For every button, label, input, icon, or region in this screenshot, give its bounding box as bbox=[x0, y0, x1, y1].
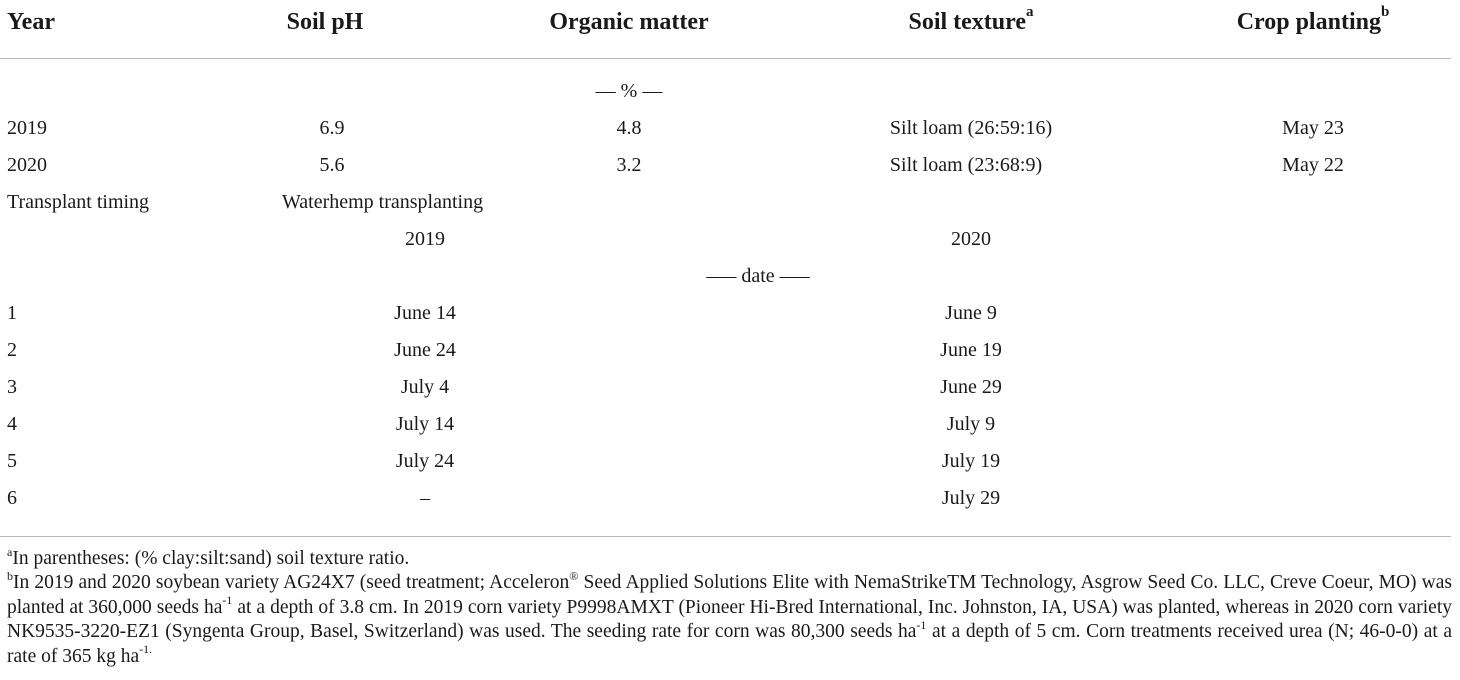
table-bottom-rule bbox=[0, 536, 1451, 537]
transplant-row-timing: 5 bbox=[7, 450, 17, 472]
transplant-row-2019: July 24 bbox=[395, 450, 455, 472]
header-soil-ph: Soil pH bbox=[286, 9, 364, 35]
transplant-row-timing: 6 bbox=[7, 487, 17, 509]
column-2019-label: 2019 bbox=[405, 228, 445, 250]
footnote-a-text: In parentheses: (% clay:silt:sand) soil texture ratio. bbox=[12, 548, 410, 569]
transplant-row-2020: July 19 bbox=[941, 450, 1001, 472]
soil-row-texture: Silt loam (23:68:9) bbox=[889, 154, 1043, 176]
header-rule bbox=[0, 58, 1451, 59]
date-unit-label: ––– date ––– bbox=[706, 265, 810, 287]
footnote-b-text-3: at a depth of 3.8 cm. In 2019 corn variety P9998AMXT (Pioneer Hi-Bred International, Inc. Johnston, IA, USA) was planted, whereas in 2020 corn variety NK9535-3220-EZ1 (Syngenta Group, Basel, Switzerland) was used. The seeding rate for corn was 80,300 seeds ha bbox=[7, 596, 1452, 642]
transplant-row-timing: 3 bbox=[7, 376, 17, 398]
footnote-a bbox=[7, 544, 1452, 572]
transplant-row-timing: 1 bbox=[7, 302, 17, 324]
header-crop-planting bbox=[1236, 4, 1390, 36]
registered-mark: ® bbox=[569, 568, 579, 583]
percent-unit-label: — % — bbox=[595, 80, 663, 102]
header-crop-planting-label: Crop planting bbox=[1236, 9, 1381, 35]
transplant-row-timing: 2 bbox=[7, 339, 17, 361]
footnote-mark-a: a bbox=[1026, 4, 1034, 20]
footnote-b-exponent-2: -1 bbox=[916, 617, 927, 632]
footnote-b-text-4: at a depth of 5 cm. Corn treatments received urea (N; 46-0-0) at a rate of 365 kg ha bbox=[7, 621, 1452, 667]
footnote-mark-b: b bbox=[1380, 4, 1390, 20]
soil-row-year: 2020 bbox=[7, 154, 47, 176]
transplant-row-2020: July 29 bbox=[941, 487, 1001, 509]
soil-row-planting: May 23 bbox=[1282, 117, 1344, 139]
transplant-row-2019: July 4 bbox=[400, 376, 450, 398]
transplant-row-2019: July 14 bbox=[395, 413, 455, 435]
soil-row-om: 4.8 bbox=[616, 117, 642, 139]
transplant-row-2020: June 29 bbox=[940, 376, 1002, 398]
transplant-row-2020: June 19 bbox=[940, 339, 1002, 361]
footnote-b-mark: b bbox=[7, 568, 13, 583]
header-year: Year bbox=[7, 9, 55, 35]
transplant-timing-label: Transplant timing bbox=[7, 191, 150, 213]
soil-row-texture: Silt loam (26:59:16) bbox=[889, 117, 1053, 139]
column-2020-label: 2020 bbox=[951, 228, 991, 250]
footnote-b-exponent-1: -1 bbox=[222, 593, 233, 607]
soil-row-year: 2019 bbox=[7, 117, 47, 139]
soil-row-ph: 5.6 bbox=[319, 154, 345, 176]
header-soil-texture-label: Soil texture bbox=[908, 9, 1027, 35]
transplant-row-2019: June 24 bbox=[394, 339, 456, 361]
footnote-b-exponent-3: -1. bbox=[139, 642, 153, 656]
footnote-b-text-1: In 2019 and 2020 soybean variety AG24X7 (seed treatment; Acceleron bbox=[13, 572, 570, 593]
footnote-b bbox=[7, 568, 1452, 669]
soil-row-planting: May 22 bbox=[1282, 154, 1344, 176]
header-organic-matter: Organic matter bbox=[549, 9, 709, 35]
transplant-row-2020: July 9 bbox=[946, 413, 996, 435]
transplant-row-2019: – bbox=[420, 487, 430, 509]
soil-row-ph: 6.9 bbox=[319, 117, 345, 139]
footnote-a-mark: a bbox=[7, 544, 13, 559]
waterhemp-transplanting-label: Waterhemp transplanting bbox=[282, 191, 484, 213]
transplant-row-2019: June 14 bbox=[394, 302, 456, 324]
transplant-row-timing: 4 bbox=[7, 413, 17, 435]
header-soil-texture bbox=[908, 4, 1034, 36]
transplant-row-2020: June 9 bbox=[945, 302, 997, 324]
footnote-b-text-2: Seed Applied Solutions Elite with NemaStrikeTM Technology, Asgrow Seed Co. LLC, Creve Coeur, MO) was planted at 360,000 seeds ha bbox=[7, 572, 1452, 618]
soil-row-om: 3.2 bbox=[616, 154, 642, 176]
